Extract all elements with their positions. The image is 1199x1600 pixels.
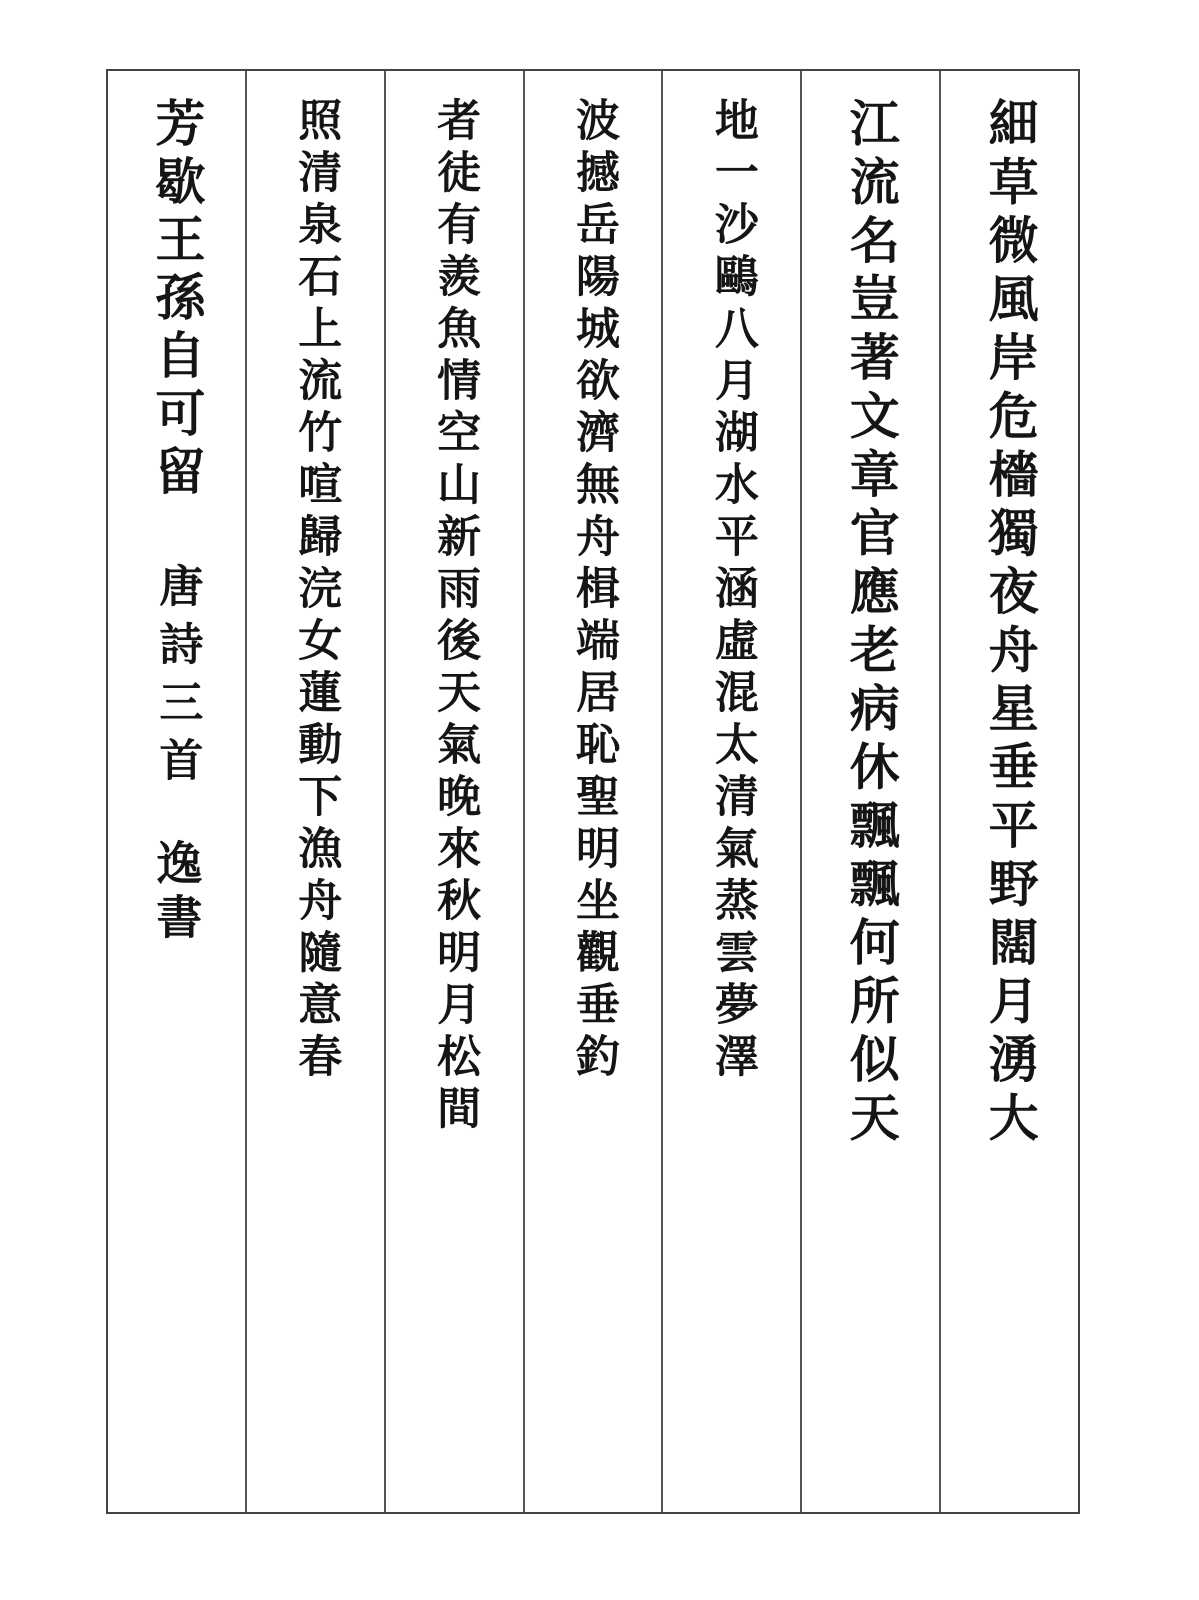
column-text: 波撼岳陽城欲濟無舟楫端居恥聖明坐觀垂釣: [567, 97, 619, 1085]
text-column-1: [939, 71, 1078, 1512]
column-text: 細草微風岸危檣獨夜舟星垂平野闊月湧大: [980, 97, 1040, 1150]
collection-note: 唐詩三首: [151, 563, 203, 795]
text-column-6: [245, 71, 384, 1512]
column-text: 者徒有羨魚情空山新雨後天氣晚來秋明月松間: [429, 97, 481, 1137]
closing-poem-text: 芳歇王孫自可留: [147, 97, 207, 503]
calligrapher-signature: 逸書: [149, 839, 204, 947]
text-column-4: [523, 71, 662, 1512]
calligraphy-sheet: [106, 69, 1080, 1514]
text-column-3: [661, 71, 800, 1512]
column-text: 地一沙鷗八月湖水平涵虛混太清氣蒸雲夢澤: [706, 97, 758, 1085]
text-column-2: [800, 71, 939, 1512]
text-column-5: [384, 71, 523, 1512]
text-column-7: [108, 71, 245, 1512]
column-text: 江流名豈著文章官應老病休飄飄何所似天: [841, 97, 901, 1150]
column-text: 照清泉石上流竹喧歸浣女蓮動下漁舟隨意春: [290, 97, 342, 1085]
